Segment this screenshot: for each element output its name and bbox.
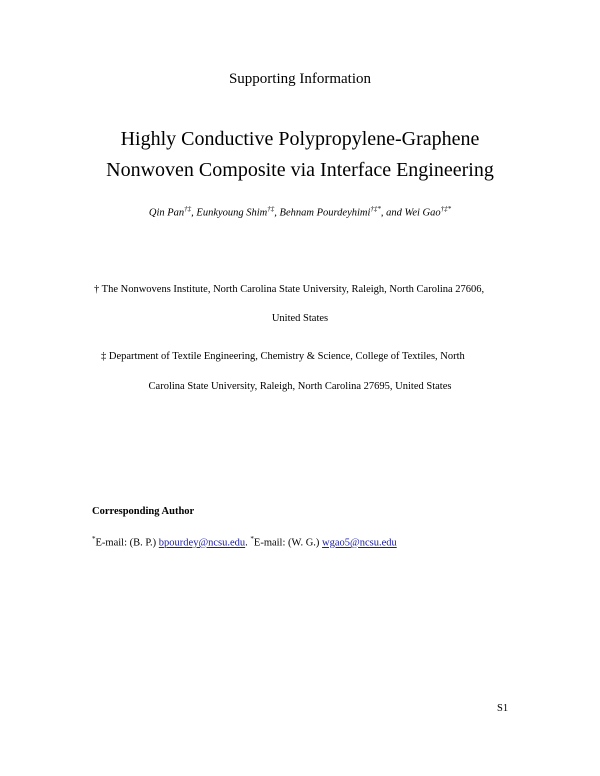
affiliation-mark: †‡ (267, 205, 275, 213)
corresponding-star: * (250, 535, 254, 543)
author-name: Eunkyoung Shim (196, 207, 268, 219)
email-prefix: E-mail: (W. G.) (253, 537, 323, 549)
paper-title-line-2: Nonwoven Composite via Interface Engineering (106, 159, 494, 181)
corresponding-emails (92, 535, 397, 549)
affiliation-mark: †‡* (440, 205, 452, 213)
paper-title (0, 124, 600, 186)
email-link-bpourdey[interactable]: bpourdey@ncsu.edu (158, 537, 246, 549)
email-prefix: E-mail: (B. P.) (95, 537, 159, 549)
paper-title-line-1: Highly Conductive Polypropylene-Graphene (120, 128, 480, 150)
affiliation-mark: †‡* (370, 205, 381, 213)
corresponding-star: * (92, 535, 96, 543)
supporting-information-heading: Supporting Information (228, 71, 372, 87)
affiliation-1-line-2: United States (271, 313, 329, 324)
email-separator: . (245, 537, 251, 549)
page-number: S1 (497, 703, 509, 714)
author-name: Wei Gao (404, 207, 441, 219)
author-name: Behnam Pourdeyhimi (279, 207, 371, 219)
corresponding-author-heading: Corresponding Author (92, 506, 195, 517)
affiliation-mark: †‡ (184, 205, 192, 213)
email-link-wgao5[interactable]: wgao5@ncsu.edu (322, 537, 397, 549)
affiliation-2-line-2: Carolina State University, Raleigh, North Carolina 27695, United States (148, 381, 452, 392)
affiliation-1-line-1: † The Nonwovens Institute, North Carolina State University, Raleigh, North Carolina 27606, (94, 284, 485, 295)
affiliation-2-line-1: ‡ Department of Textile Engineering, Chemistry & Science, College of Textiles, North (101, 351, 465, 362)
author-separator: , (274, 207, 280, 219)
author-list (0, 205, 600, 219)
author-separator: , and (380, 207, 405, 219)
author-name: Qin Pan (148, 207, 185, 219)
author-separator: , (191, 207, 197, 219)
